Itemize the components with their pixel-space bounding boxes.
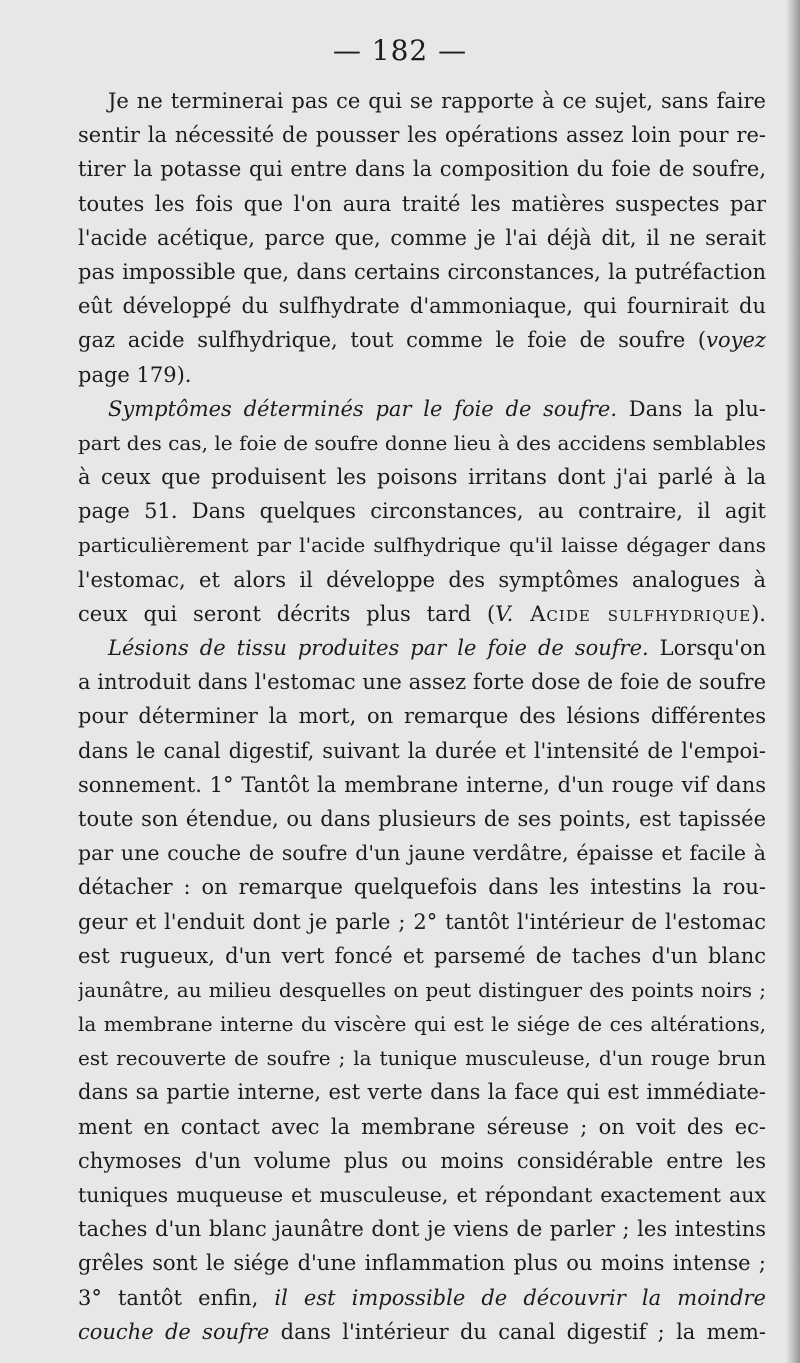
text-line bbox=[78, 973, 766, 1007]
text-line bbox=[78, 152, 766, 186]
text-segment: chymoses d'un volume plus ou moins considérable entre les bbox=[78, 1148, 766, 1173]
text-line bbox=[78, 289, 766, 323]
text-line bbox=[78, 905, 766, 939]
text-line bbox=[78, 528, 766, 562]
text-line bbox=[78, 631, 766, 665]
text-segment: grêles sont le siége d'une inflammation plus ou moins intense ; bbox=[78, 1251, 766, 1276]
text-segment: Lésions de tissu produites par le foie de soufre. bbox=[108, 636, 649, 660]
text-line bbox=[78, 118, 766, 152]
text-line bbox=[78, 939, 766, 973]
text-line bbox=[78, 870, 766, 904]
text-line bbox=[78, 358, 766, 392]
text-segment: gaz acide sulfhydrique, tout comme le foie de soufre ( bbox=[78, 328, 707, 353]
text-segment: la membrane interne du viscère qui est le siége de ces altérations, bbox=[78, 1012, 766, 1037]
text-segment: toutes les fois que l'on aura traité les matières suspectes par bbox=[78, 191, 766, 216]
text-line bbox=[78, 1110, 766, 1144]
text-segment: ceux qui seront décrits plus tard ( bbox=[78, 601, 496, 626]
text-line bbox=[78, 84, 766, 118]
text-segment: l'acide acétique, parce que, comme je l'ai déjà dit, il ne serait bbox=[78, 225, 766, 250]
text-line bbox=[78, 1075, 766, 1109]
text-segment: l'estomac, et alors il développe des symptômes analogues à bbox=[78, 567, 766, 592]
text-line bbox=[78, 1315, 766, 1349]
text-line bbox=[78, 1007, 766, 1041]
text-line bbox=[78, 494, 766, 528]
text-segment: ). bbox=[751, 601, 766, 626]
text-line bbox=[78, 802, 766, 836]
text-line bbox=[78, 460, 766, 494]
text-segment: couche de soufre bbox=[78, 1319, 270, 1344]
text-line bbox=[78, 1246, 766, 1280]
text-segment: par une couche de soufre d'un jaune verdâtre, épaisse et facile à bbox=[78, 841, 766, 866]
text-segment: dans l'intérieur du canal digestif ; la mem- bbox=[269, 1319, 766, 1344]
text-segment: tuniques muqueuse et musculeuse, et répondant exactement aux bbox=[78, 1183, 766, 1207]
text-line bbox=[78, 734, 766, 768]
text-segment: dans le canal digestif, suivant la durée et l'intensité de l'empoi- bbox=[78, 738, 766, 763]
text-segment: taches d'un blanc jaunâtre dont je viens de parler ; les intestins bbox=[78, 1217, 766, 1242]
text-segment: part des cas, le foie de soufre donne lieu à des accidens semblables bbox=[78, 430, 766, 455]
text-segment: il est impossible de découvrir la moindre bbox=[274, 1285, 766, 1310]
text-segment: Lorsqu'on bbox=[648, 636, 766, 660]
text-line bbox=[78, 1212, 766, 1246]
text-line bbox=[78, 563, 766, 597]
text-line bbox=[78, 1281, 766, 1315]
text-line bbox=[78, 323, 766, 357]
text-segment: Acide sulfhydrique bbox=[513, 601, 752, 626]
page-number: — 182 — bbox=[332, 34, 468, 67]
text-line bbox=[78, 187, 766, 221]
text-segment: 3° tantôt enfin, bbox=[78, 1285, 275, 1310]
text-segment: sonnement. 1° Tantôt la membrane interne, d'un rouge vif dans bbox=[78, 772, 766, 797]
text-segment: V. bbox=[495, 601, 514, 626]
text-segment: détacher : on remarque quelquefois dans les intestins la rou- bbox=[78, 875, 766, 900]
text-line bbox=[78, 1041, 766, 1075]
text-segment: page 179). bbox=[78, 362, 192, 387]
text-segment: sentir la nécessité de pousser les opérations assez loin pour re- bbox=[78, 123, 766, 148]
text-line bbox=[78, 255, 766, 289]
text-segment: jaunâtre, au milieu desquelles on peut distinguer des points noirs ; bbox=[78, 977, 766, 1002]
text-segment: a introduit dans l'estomac une assez forte dose de foie de soufre bbox=[78, 670, 766, 695]
text-segment: est recouverte de soufre ; la tunique musculeuse, d'un rouge brun bbox=[78, 1046, 766, 1071]
text-segment: geur et l'enduit dont je parle ; 2° tantôt l'intérieur de l'estomac bbox=[78, 909, 766, 934]
text-segment: toute son étendue, ou dans plusieurs de ses points, est tapissée bbox=[78, 806, 766, 831]
text-segment: Je ne terminerai pas ce qui se rapporte à ce sujet, sans faire bbox=[108, 89, 766, 113]
text-segment: pour déterminer la mort, on remarque des lésions différentes bbox=[78, 704, 766, 729]
text-line bbox=[78, 1144, 766, 1178]
text-line bbox=[78, 392, 766, 426]
text-segment: Dans la plu- bbox=[617, 396, 766, 421]
text-segment: est rugueux, d'un vert foncé et parsemé de taches d'un blanc bbox=[78, 943, 766, 968]
text-segment: pas impossible que, dans certains circonstances, la putréfaction bbox=[78, 259, 766, 284]
text-segment: page 51. Dans quelques circonstances, au contraire, il agit bbox=[78, 499, 766, 524]
text-segment: tirer la potasse qui entre dans la composition du foie de soufre, bbox=[78, 157, 766, 182]
text-segment: à ceux que produisent les poisons irritans dont j'ai parlé à la bbox=[78, 465, 766, 490]
text-line bbox=[78, 221, 766, 255]
text-segment: eût développé du sulfhydrate d'ammoniaque, qui fournirait du bbox=[78, 294, 766, 319]
text-segment: voyez bbox=[706, 328, 766, 353]
text-line bbox=[78, 836, 766, 870]
text-line bbox=[78, 665, 766, 699]
text-segment: particulièrement par l'acide sulfhydrique qu'il laisse dégager dans bbox=[78, 533, 766, 558]
text-line bbox=[78, 768, 766, 802]
text-line bbox=[78, 699, 766, 733]
text-segment: dans sa partie interne, est verte dans la face qui est immédiate- bbox=[78, 1080, 766, 1105]
body-text bbox=[78, 84, 766, 1349]
text-segment: ment en contact avec la membrane séreuse ; on voit des ec- bbox=[78, 1114, 766, 1139]
text-line bbox=[78, 597, 766, 631]
text-line bbox=[78, 1178, 766, 1212]
text-segment: Symptômes déterminés par le foie de soufre. bbox=[108, 396, 617, 421]
text-line bbox=[78, 426, 766, 460]
